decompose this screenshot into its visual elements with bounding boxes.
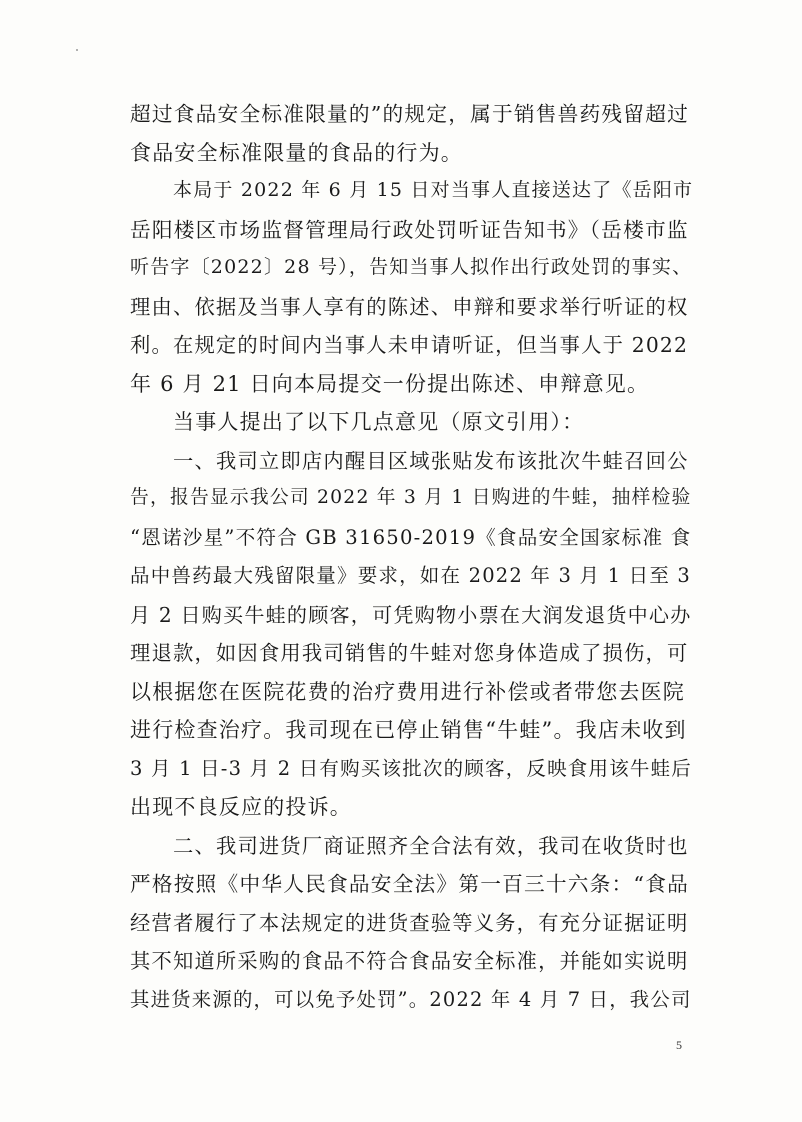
text-line-22: 经营者履行了本法规定的进货查验等义务，有充分证据证明 — [130, 910, 689, 935]
text-line-11: 告，报告显示我公司 2022 年 3 月 1 日购进的牛蛙，抽样检验 — [130, 487, 692, 508]
text-line-12: “恩诺沙星”不符合 GB 31650-2019《食品安全国家标准 食 — [130, 525, 692, 549]
text-line-18: 3 月 1 日-3 月 2 日有购买该批次的顾客，反映食用该牛蛙后 — [130, 756, 693, 780]
text-line-24: 其进货来源的，可以免予处罚”。2022 年 4 月 7 日，我公司 — [130, 987, 692, 1011]
text-line-10: 一、我司立即店内醒目区域张贴发布该批次牛蛙召回公 — [173, 448, 689, 473]
text-line-9: 当事人提出了以下几点意见（原文引用）： — [173, 410, 585, 434]
text-line-8: 年 6 月 21 日向本局提交一份提出陈述、申辩意见。 — [130, 371, 650, 396]
text-line-5: 听告字〔2022〕28 号），告知当事人拟作出行政处罚的事实、 — [130, 256, 693, 278]
text-line-16: 以根据您在医院花费的治疗费用进行补偿或者带您去医院 — [130, 679, 685, 704]
text-line-21: 严格按照《中华人民食品安全法》第一百三十六条：“食品 — [130, 872, 689, 896]
text-line-15: 理退款，如因食用我司销售的牛蛙对您身体造成了损伤，可 — [130, 641, 689, 665]
text-line-3: 本局于 2022 年 6 月 15 日对当事人直接送达了《岳阳市 — [173, 179, 694, 201]
text-line-7: 利。在规定的时间内当事人未申请听证，但当事人于 2022 — [130, 333, 689, 357]
text-line-20: 二、我司进货厂商证照齐全合法有效，我司在收货时也 — [173, 833, 689, 858]
text-line-2: 食品安全标准限量的食品的行为。 — [130, 140, 463, 165]
page-number: 5 — [676, 1038, 682, 1052]
text-line-23: 其不知道所采购的食品不符合食品安全标准，并能如实说明 — [130, 949, 689, 973]
scan-speck — [76, 49, 78, 51]
text-line-14: 月 2 日购买牛蛙的顾客，可凭购物小票在大润发退货中心办 — [130, 602, 692, 627]
text-line-4: 岳阳楼区市场监督管理局行政处罚听证告知书》（岳楼市监 — [130, 217, 689, 242]
text-line-6: 理由、依据及当事人享有的陈述、申辩和要求举行听证的权 — [130, 294, 689, 319]
text-line-17: 进行检查治疗。我司现在已停止销售“牛蛙”。我店未收到 — [130, 718, 687, 742]
text-line-13: 品中兽药最大残留限量》要求，如在 2022 年 3 月 1 日至 3 — [130, 564, 692, 587]
text-line-1: 超过食品安全标准限量的”的规定，属于销售兽药残留超过 — [130, 102, 689, 126]
text-line-19: 出现不良反应的投诉。 — [130, 795, 352, 819]
